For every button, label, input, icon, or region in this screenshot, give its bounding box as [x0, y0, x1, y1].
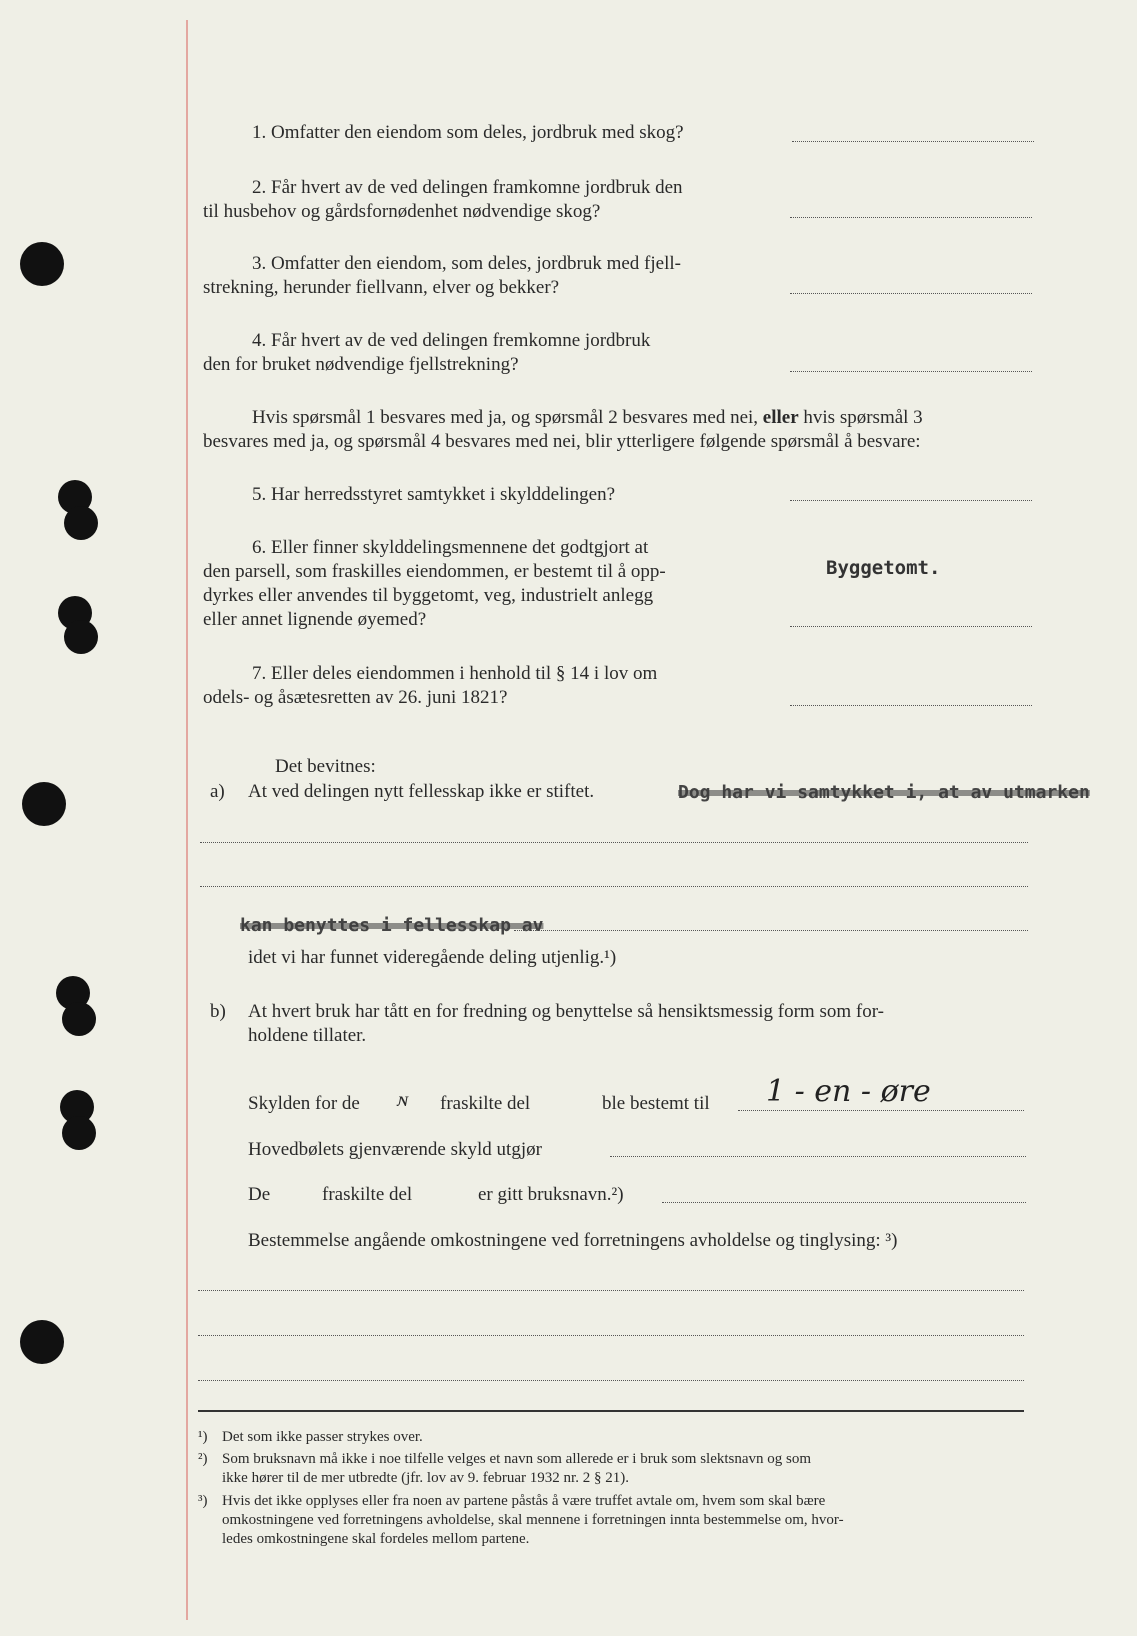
question-6-line-3: dyrkes eller anvendes til byggetomt, veg, industrielt anlegg — [203, 585, 654, 606]
answer-line-1[interactable] — [792, 141, 1034, 142]
item-a-label: a) — [210, 781, 225, 802]
footnote-separator — [198, 1410, 1024, 1412]
punch-hole — [64, 506, 98, 540]
answer-line-3[interactable] — [790, 293, 1032, 294]
conditional-text-line-2: besvares med ja, og spørsmål 4 besvares med nei, blir ytterligere følgende spørsmål å besvare: — [203, 431, 921, 452]
footnote-1-text: Det som ikke passer strykes over. — [222, 1429, 423, 1445]
bestemmelse-fill-line-3[interactable] — [198, 1380, 1024, 1381]
item-b-line-2: holdene tillater. — [248, 1025, 367, 1046]
item-a-fill-line-3[interactable] — [514, 930, 1028, 931]
question-5: 5. Har herredsstyret samtykket i skylddelingen? — [252, 484, 616, 505]
footnote-1-mark: ¹) — [198, 1429, 208, 1445]
answer-line-7[interactable] — [790, 705, 1032, 706]
bestemmelse-label: Bestemmelse angående omkostningene ved forretningens avholdelse og tinglysing: ³) — [248, 1230, 898, 1251]
answer-line-4[interactable] — [790, 371, 1032, 372]
item-a-text: At ved delingen nytt fellesskap ikke er stiftet. — [248, 781, 595, 802]
answer-line-5[interactable] — [790, 500, 1032, 501]
item-a-text-2: idet vi har funnet videregående deling utjenlig.¹) — [248, 947, 617, 968]
question-2-line-2: til husbehov og gårdsfornødenhet nødvendige skog? — [203, 201, 601, 222]
bruksnavn-label: er gitt bruksnavn.²) — [478, 1184, 624, 1205]
de-label: De — [248, 1184, 271, 1205]
footnote-3-mark: ³) — [198, 1493, 208, 1509]
footnote-3-line-2: omkostningene ved forretningens avholdelse, skal mennene i forretningen innta bestemmelse om, hvor- — [222, 1512, 844, 1528]
attest-heading: Det bevitnes: — [275, 756, 376, 777]
punch-hole — [62, 1116, 96, 1150]
punch-hole — [20, 1320, 64, 1364]
item-a-fill-line-2[interactable] — [200, 886, 1028, 887]
margin-line — [186, 20, 188, 1620]
hovedbol-label: Hovedbølets gjenværende skyld utgjør — [248, 1139, 542, 1160]
conditional-text-a: Hvis spørsmål 1 besvares med ja, og spørsmål 2 besvares med nei, — [252, 407, 759, 428]
bestemmelse-fill-line-1[interactable] — [198, 1290, 1024, 1291]
question-4-line-2: den for bruket nødvendige fjellstrekning? — [203, 354, 519, 375]
question-6-line-2: den parsell, som fraskilles eiendommen, er bestemt til å opp- — [203, 561, 666, 582]
answer-line-2[interactable] — [790, 217, 1032, 218]
skyld-label: Skylden for de — [248, 1093, 360, 1114]
bestemmelse-fill-line-2[interactable] — [198, 1335, 1024, 1336]
item-a-struck-text-1: Dog har vi samtykket i, at av utmarken — [678, 782, 1090, 803]
question-6-line-4: eller annet lignende øyemed? — [203, 609, 427, 630]
item-a-fill-line-1[interactable] — [200, 842, 1028, 843]
skyld-fill-line[interactable] — [738, 1110, 1024, 1111]
footnote-2-line-1: Som bruksnavn må ikke i noe tilfelle velges et navn som allerede er i bruk som slektsnavn og som — [222, 1451, 812, 1467]
question-7-line-1: 7. Eller deles eiendommen i henhold til § 14 i lov om — [252, 663, 658, 684]
handwritten-mark: ɴ — [398, 1089, 409, 1111]
conditional-bold: eller — [762, 407, 799, 428]
punch-hole — [62, 1002, 96, 1036]
punch-hole — [64, 620, 98, 654]
hovedbol-fill-line[interactable] — [610, 1156, 1026, 1157]
bruksnavn-fill-line[interactable] — [662, 1202, 1026, 1203]
question-3-line-1: 3. Omfatter den eiendom, som deles, jordbruk med fjell- — [252, 253, 681, 274]
de-fraskilte: fraskilte del — [322, 1184, 413, 1205]
skyld-handwritten-value: 1 - en - øre — [766, 1074, 931, 1109]
conditional-text-b: hvis spørsmål 3 — [803, 407, 923, 428]
question-2-line-1: 2. Får hvert av de ved delingen framkomne jordbruk den — [252, 177, 683, 198]
question-7-line-2: odels- og åsætesretten av 26. juni 1821? — [203, 687, 508, 708]
question-6-line-1: 6. Eller finner skylddelingsmennene det godtgjort at — [252, 537, 649, 558]
footnote-1 — [198, 1428, 423, 1447]
question-3-line-2: strekning, herunder fiellvann, elver og bekker? — [203, 277, 560, 298]
conditional-text-line-1 — [252, 406, 923, 430]
footnote-2 — [198, 1450, 1022, 1488]
footnote-3-line-1: Hvis det ikke opplyses eller fra noen av partene påstås å være truffet avtale om, hvem som skal bære — [222, 1493, 826, 1509]
question-4-line-1: 4. Får hvert av de ved delingen fremkomne jordbruk — [252, 330, 651, 351]
question-6-answer: Byggetomt. — [826, 557, 941, 579]
item-b-line-1: At hvert bruk har tått en for fredning og benyttelse så hensiktsmessig form som for- — [248, 1001, 884, 1022]
footnote-3 — [198, 1492, 1022, 1549]
punch-hole — [22, 782, 66, 826]
punch-hole — [20, 242, 64, 286]
footnote-2-line-2: ikke hører til de mer utbredte (jfr. lov av 9. februar 1932 nr. 2 § 21). — [222, 1470, 629, 1486]
answer-line-6[interactable] — [790, 626, 1032, 627]
footnote-3-line-3: ledes omkostningene skal fordeles mellom partene. — [222, 1531, 530, 1547]
item-a-struck-text-2: kan benyttes i fellesskap av — [240, 915, 544, 936]
footnote-2-mark: ²) — [198, 1451, 208, 1467]
skyld-fraskilte: fraskilte del — [440, 1093, 531, 1114]
question-1: 1. Omfatter den eiendom som deles, jordbruk med skog? — [252, 122, 684, 143]
skyld-bestemt: ble bestemt til — [602, 1093, 710, 1114]
item-b-label: b) — [210, 1001, 226, 1022]
